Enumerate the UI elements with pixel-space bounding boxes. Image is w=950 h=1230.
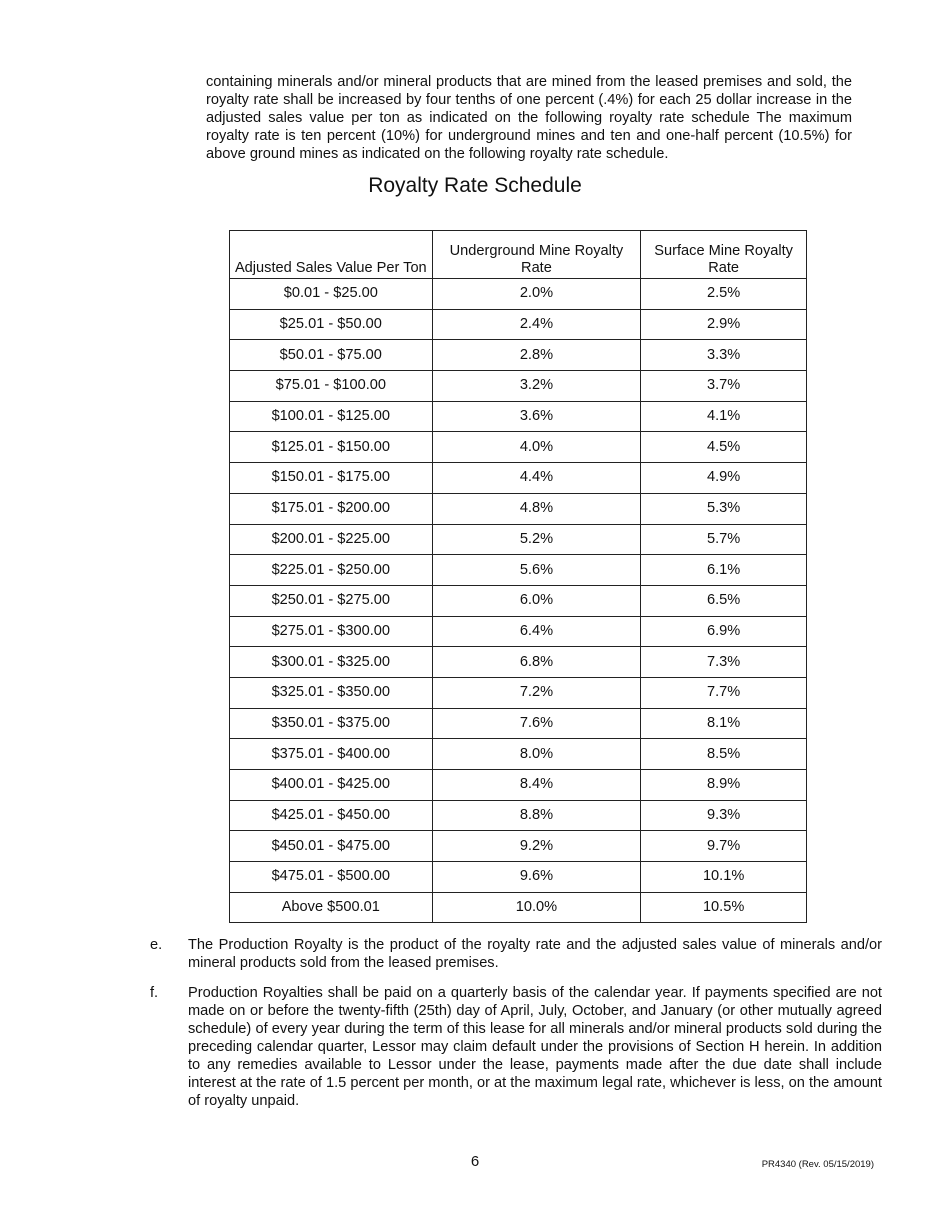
sales-value-cell: $175.01 - $200.00 (230, 493, 433, 524)
table-row (230, 555, 807, 586)
header-adjusted-sales-value: Adjusted Sales Value Per Ton (230, 231, 433, 279)
surface-rate-cell: 9.3% (641, 800, 807, 831)
form-code: PR4340 (Rev. 05/15/2019) (761, 1159, 874, 1170)
paragraph-f-text: Production Royalties shall be paid on a quarterly basis of the calendar year. If payments specified are not made on or before the twenty-fifth (25th) day of April, July, October, and January (or other mutually agreed schedule) of every year during the term of this lease for all minerals and/or mineral products sold during the preceding calendar quarter, Lessor may claim default under the provisions of Section H herein. In addition to any remedies available to Lessor under the lease, payments made after the due date shall include interest at the rate of 1.5 percent per month, or at the maximum legal rate, whichever is less, on the amount of royalty unpaid. (188, 985, 882, 1109)
table-row (230, 279, 807, 310)
sales-value-cell: $325.01 - $350.00 (230, 677, 433, 708)
sales-value-cell: $100.01 - $125.00 (230, 401, 433, 432)
surface-rate-cell: 4.9% (641, 463, 807, 494)
surface-rate-cell: 7.7% (641, 677, 807, 708)
surface-rate-cell: 10.5% (641, 892, 807, 923)
sales-value-cell: Above $500.01 (230, 892, 433, 923)
surface-rate-cell: 7.3% (641, 647, 807, 678)
surface-rate-cell: 5.7% (641, 524, 807, 555)
table-row (230, 463, 807, 494)
surface-rate-cell: 9.7% (641, 831, 807, 862)
underground-rate-cell: 7.6% (432, 708, 641, 739)
table-row (230, 647, 807, 678)
sales-value-cell: $250.01 - $275.00 (230, 585, 433, 616)
surface-rate-cell: 6.1% (641, 555, 807, 586)
underground-rate-cell: 9.6% (432, 862, 641, 893)
sales-value-cell: $0.01 - $25.00 (230, 279, 433, 310)
surface-rate-cell: 10.1% (641, 862, 807, 893)
table-row (230, 493, 807, 524)
surface-rate-cell: 3.3% (641, 340, 807, 371)
sales-value-cell: $150.01 - $175.00 (230, 463, 433, 494)
underground-rate-cell: 6.8% (432, 647, 641, 678)
paragraph-e-letter: e. (150, 937, 163, 953)
sales-value-cell: $450.01 - $475.00 (230, 831, 433, 862)
underground-rate-cell: 8.0% (432, 739, 641, 770)
sales-value-cell: $400.01 - $425.00 (230, 770, 433, 801)
sales-value-cell: $350.01 - $375.00 (230, 708, 433, 739)
underground-rate-cell: 10.0% (432, 892, 641, 923)
underground-rate-cell: 8.4% (432, 770, 641, 801)
table-row (230, 800, 807, 831)
underground-rate-cell: 4.0% (432, 432, 641, 463)
sales-value-cell: $275.01 - $300.00 (230, 616, 433, 647)
underground-rate-cell: 5.6% (432, 555, 641, 586)
header-surface-rate: Surface Mine Royalty Rate (641, 231, 807, 279)
surface-rate-cell: 2.9% (641, 309, 807, 340)
surface-rate-cell: 8.1% (641, 708, 807, 739)
paragraph-f-letter: f. (150, 985, 159, 1001)
sales-value-cell: $475.01 - $500.00 (230, 862, 433, 893)
table-row (230, 616, 807, 647)
surface-rate-cell: 5.3% (641, 493, 807, 524)
table-row (230, 340, 807, 371)
surface-rate-cell: 6.5% (641, 585, 807, 616)
royalty-rate-table (229, 230, 807, 923)
table-row (230, 309, 807, 340)
table-row (230, 862, 807, 893)
underground-rate-cell: 7.2% (432, 677, 641, 708)
surface-rate-cell: 6.9% (641, 616, 807, 647)
sales-value-cell: $25.01 - $50.00 (230, 309, 433, 340)
underground-rate-cell: 9.2% (432, 831, 641, 862)
paragraph-e-text: The Production Royalty is the product of the royalty rate and the adjusted sales value of minerals and/or mineral products sold from the leased premises. (188, 937, 882, 971)
underground-rate-cell: 6.0% (432, 585, 641, 616)
underground-rate-cell: 4.8% (432, 493, 641, 524)
underground-rate-cell: 2.8% (432, 340, 641, 371)
underground-rate-cell: 6.4% (432, 616, 641, 647)
table-body (230, 279, 807, 923)
table-row (230, 708, 807, 739)
surface-rate-cell: 3.7% (641, 371, 807, 402)
underground-rate-cell: 3.6% (432, 401, 641, 432)
sales-value-cell: $300.01 - $325.00 (230, 647, 433, 678)
surface-rate-cell: 8.5% (641, 739, 807, 770)
table-row (230, 677, 807, 708)
underground-rate-cell: 2.0% (432, 279, 641, 310)
table-row (230, 432, 807, 463)
table-row (230, 524, 807, 555)
surface-rate-cell: 4.1% (641, 401, 807, 432)
table-row (230, 831, 807, 862)
sales-value-cell: $375.01 - $400.00 (230, 739, 433, 770)
table-header-row (230, 231, 807, 279)
sales-value-cell: $225.01 - $250.00 (230, 555, 433, 586)
sales-value-cell: $200.01 - $225.00 (230, 524, 433, 555)
sales-value-cell: $75.01 - $100.00 (230, 371, 433, 402)
table-row (230, 401, 807, 432)
table-row (230, 371, 807, 402)
page-number: 6 (470, 1153, 480, 1170)
table-row (230, 585, 807, 616)
underground-rate-cell: 8.8% (432, 800, 641, 831)
underground-rate-cell: 5.2% (432, 524, 641, 555)
table-row (230, 892, 807, 923)
paragraph-f (150, 984, 882, 1110)
paragraph-e (150, 936, 882, 972)
table-row (230, 770, 807, 801)
underground-rate-cell: 4.4% (432, 463, 641, 494)
intro-paragraph: containing minerals and/or mineral products that are mined from the leased premises and sold, the royalty rate shall be increased by four tenths of one percent (.4%) for each 25 dollar increase in the adjusted sales value per ton as indicated on the following royalty rate schedule The maximum royalty rate is ten percent (10%) for underground mines and ten and one-half percent (10.5%) for above ground mines as indicated on the following royalty rate schedule. (206, 74, 852, 162)
underground-rate-cell: 3.2% (432, 371, 641, 402)
sales-value-cell: $425.01 - $450.00 (230, 800, 433, 831)
surface-rate-cell: 4.5% (641, 432, 807, 463)
surface-rate-cell: 2.5% (641, 279, 807, 310)
underground-rate-cell: 2.4% (432, 309, 641, 340)
sales-value-cell: $125.01 - $150.00 (230, 432, 433, 463)
surface-rate-cell: 8.9% (641, 770, 807, 801)
header-underground-rate: Underground Mine Royalty Rate (432, 231, 641, 279)
schedule-title: Royalty Rate Schedule (368, 174, 582, 197)
sales-value-cell: $50.01 - $75.00 (230, 340, 433, 371)
table-row (230, 739, 807, 770)
